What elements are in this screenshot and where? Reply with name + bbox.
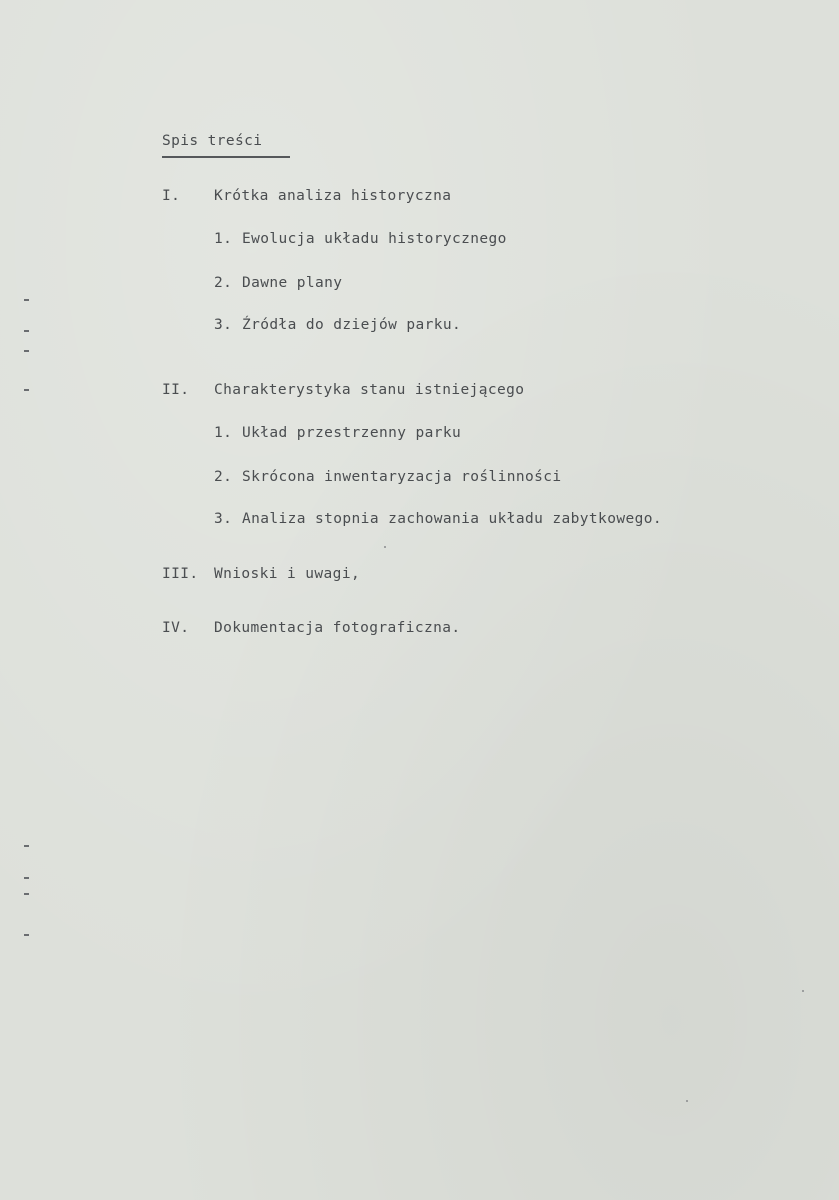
toc-item-1-1 — [214, 232, 507, 247]
section-number: IV. — [162, 620, 190, 636]
margin-mark — [24, 893, 29, 895]
margin-mark — [24, 299, 29, 301]
margin-mark — [24, 330, 29, 332]
item-number: 2. — [214, 469, 233, 485]
item-number: 2. — [214, 275, 233, 291]
item-label: Ewolucja układu historycznego — [242, 231, 507, 247]
item-label: Analiza stopnia zachowania układu zabytkowego. — [242, 511, 662, 527]
toc-section-2 — [162, 383, 524, 398]
paper-speck — [384, 546, 386, 548]
toc-section-1 — [162, 189, 451, 204]
section-number: III. — [162, 566, 199, 582]
toc-item-2-3 — [214, 512, 662, 527]
page-title: Spis treści — [162, 133, 263, 149]
section-number: II. — [162, 382, 190, 398]
toc-item-1-3 — [214, 318, 461, 333]
title-underline — [162, 156, 290, 158]
margin-mark — [24, 934, 29, 936]
toc-item-2-1 — [214, 426, 461, 441]
toc-section-4 — [162, 621, 461, 636]
section-label: Dokumentacja fotograficzna. — [214, 620, 461, 636]
section-label: Krótka analiza historyczna — [214, 188, 452, 204]
section-number: I. — [162, 188, 181, 204]
toc-section-3 — [162, 567, 360, 582]
margin-mark — [24, 877, 29, 879]
paper-speck — [802, 990, 804, 992]
item-label: Skrócona inwentaryzacja roślinności — [242, 469, 562, 485]
item-label: Układ przestrzenny parku — [242, 425, 462, 441]
margin-mark — [24, 389, 29, 391]
margin-mark — [24, 845, 29, 847]
item-number: 3. — [214, 317, 233, 333]
section-label: Wnioski i uwagi, — [214, 566, 361, 582]
margin-mark — [24, 350, 29, 352]
section-label: Charakterystyka stanu istniejącego — [214, 382, 525, 398]
item-number: 1. — [214, 425, 233, 441]
toc-item-1-2 — [214, 276, 342, 291]
item-label: Dawne plany — [242, 275, 343, 291]
paper-speck — [686, 1100, 688, 1102]
item-number: 3. — [214, 511, 233, 527]
toc-item-2-2 — [214, 470, 562, 485]
item-number: 1. — [214, 231, 233, 247]
item-label: Źródła do dziejów parku. — [242, 317, 462, 333]
